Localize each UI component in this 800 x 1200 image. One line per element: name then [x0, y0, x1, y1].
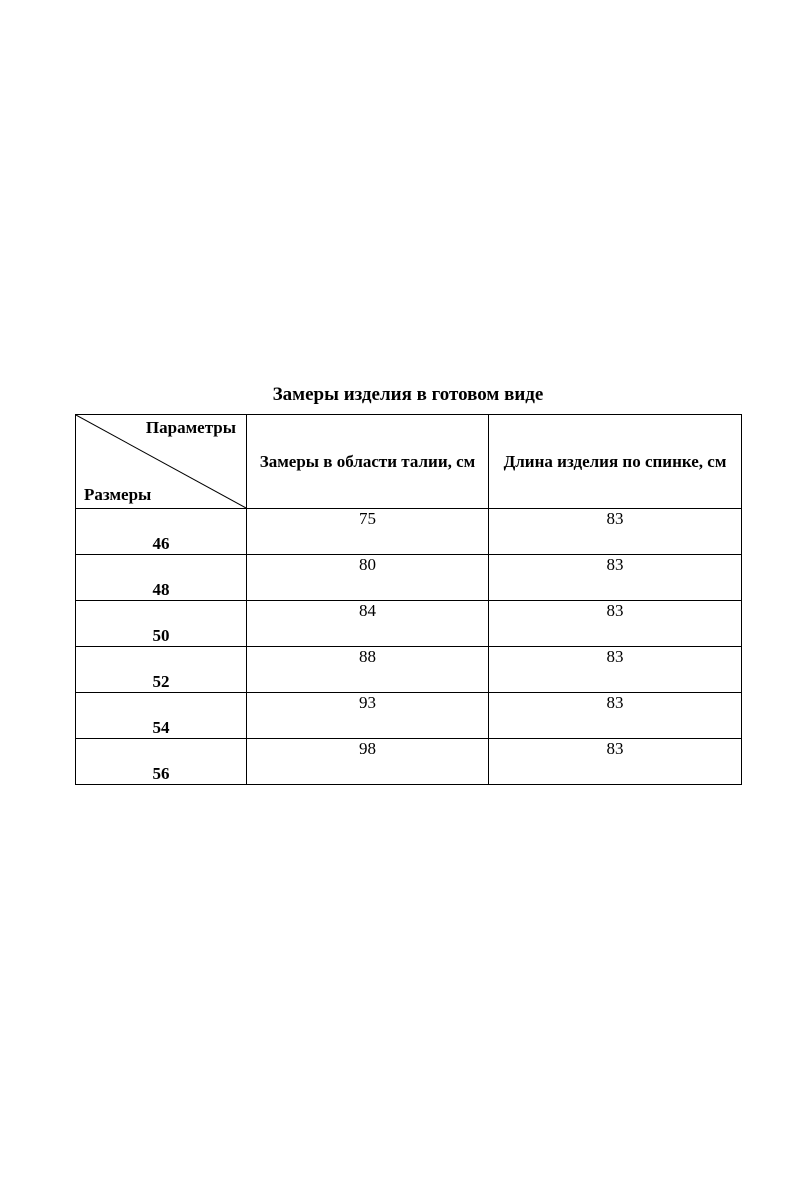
table-row	[76, 555, 742, 601]
back-length-cell: 83	[489, 647, 742, 693]
header-row	[76, 415, 742, 509]
back-length-cell: 83	[489, 739, 742, 785]
size-cell: 56	[76, 739, 247, 785]
sizes-label: Размеры	[84, 485, 152, 504]
size-cell: 52	[76, 647, 247, 693]
column-header-back-length: Длина изделия по спинке, см	[489, 415, 742, 509]
back-length-cell: 83	[489, 509, 742, 555]
corner-header-cell	[76, 415, 247, 509]
measurements-table	[75, 414, 742, 785]
size-cell: 50	[76, 601, 247, 647]
table-row	[76, 509, 742, 555]
back-length-cell: 83	[489, 555, 742, 601]
size-cell: 46	[76, 509, 247, 555]
size-cell: 48	[76, 555, 247, 601]
parameters-label: Параметры	[145, 418, 236, 437]
table-row	[76, 647, 742, 693]
waist-cell: 75	[247, 509, 489, 555]
size-cell: 54	[76, 693, 247, 739]
back-length-cell: 83	[489, 693, 742, 739]
table-title: Замеры изделия в готовом виде	[272, 384, 544, 405]
table-row	[76, 601, 742, 647]
table-row	[76, 739, 742, 785]
waist-cell: 80	[247, 555, 489, 601]
waist-cell: 98	[247, 739, 489, 785]
column-header-waist: Замеры в области талии, см	[247, 415, 489, 509]
table-row	[76, 693, 742, 739]
waist-cell: 84	[247, 601, 489, 647]
waist-cell: 88	[247, 647, 489, 693]
back-length-cell: 83	[489, 601, 742, 647]
waist-cell: 93	[247, 693, 489, 739]
